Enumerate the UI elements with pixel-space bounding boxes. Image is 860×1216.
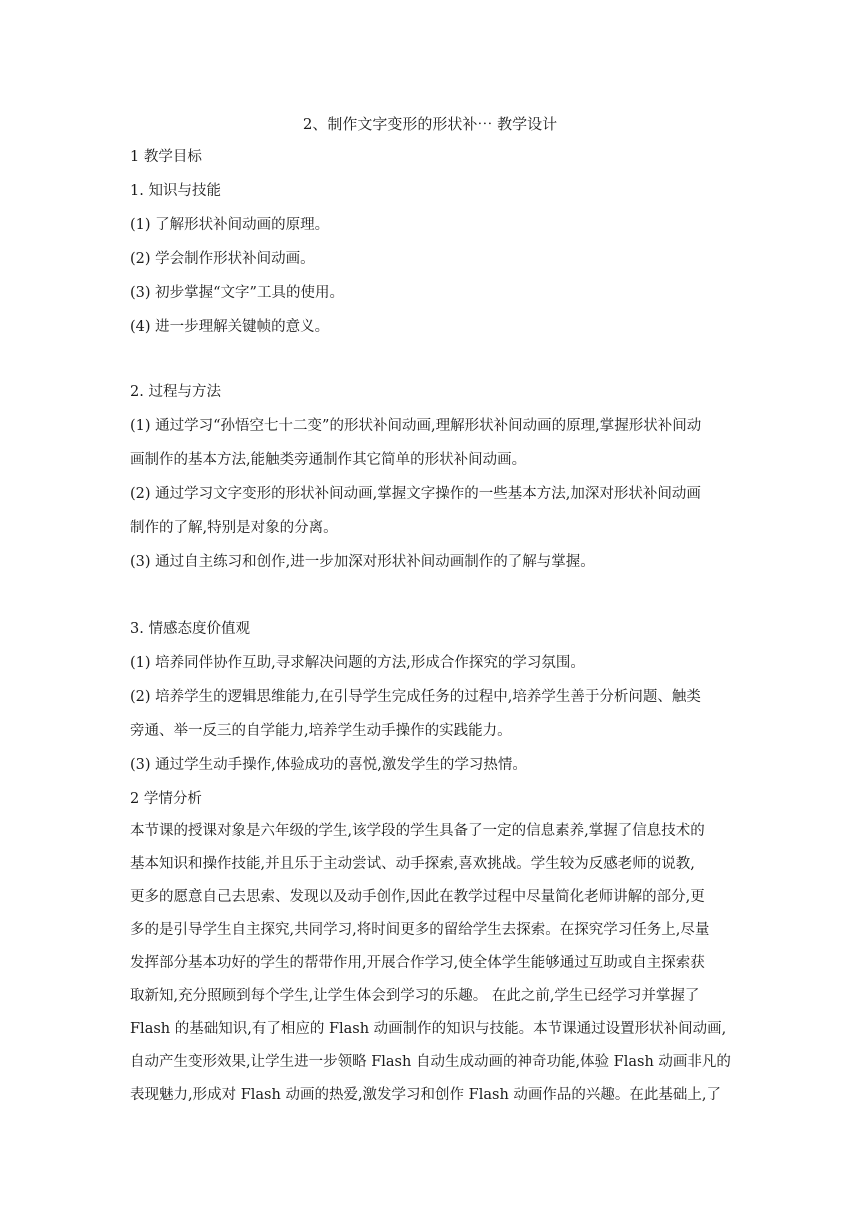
list-item: (2) 通过学习文字变形的形状补间动画,掌握文字操作的一些基本方法,加深对形状补间动画	[130, 486, 701, 502]
paragraph-line: 表现魅力,形成对 Flash 动画的热爱,激发学习和创作 Flash 动画作品的兴趣。在此基础上,了	[130, 1087, 722, 1103]
list-item: (1) 培养同伴协作互助,寻求解决问题的方法,形成合作探究的学习氛围。	[130, 655, 585, 671]
subheading-attitudes-values: 3. 情感态度价值观	[130, 621, 250, 637]
paragraph-line: Flash 的基础知识,有了相应的 Flash 动画制作的知识与技能。本节课通过设置形状补间动画,	[130, 1021, 727, 1037]
subheading-process-methods: 2. 过程与方法	[130, 384, 221, 400]
paragraph-line: 基本知识和操作技能,并且乐于主动尝试、动手探索,喜欢挑战。学生较为反感老师的说教,	[130, 856, 695, 872]
list-item-continuation: 制作的了解,特别是对象的分离。	[130, 520, 338, 536]
list-item: (3) 初步掌握“文字”工具的使用。	[130, 285, 344, 301]
paragraph-line: 本节课的授课对象是六年级的学生,该学段的学生具备了一定的信息素养,掌握了信息技术的	[130, 823, 705, 839]
list-item: (3) 通过学生动手操作,体验成功的喜悦,激发学生的学习热情。	[130, 757, 527, 773]
paragraph-line: 取新知,充分照顾到每个学生,让学生体会到学习的乐趣。 在此之前,学生已经学习并掌握了	[130, 988, 700, 1004]
paragraph-line: 多的是引导学生自主探究,共同学习,将时间更多的留给学生去探索。在探究学习任务上,尽量	[130, 922, 710, 938]
list-item-continuation: 旁通、举一反三的自学能力,培养学生动手操作的实践能力。	[130, 723, 512, 739]
list-item: (3) 通过自主练习和创作,进一步加深对形状补间动画制作的了解与掌握。	[130, 554, 595, 570]
paragraph-line: 自动产生变形效果,让学生进一步领略 Flash 自动生成动画的神奇功能,体验 Flash 动画非凡的	[130, 1054, 731, 1070]
list-item: (1) 通过学习“孙悟空七十二变”的形状补间动画,理解形状补间动画的原理,掌握形状补间动	[130, 418, 702, 434]
section-heading-teaching-goals: 1 教学目标	[130, 149, 202, 165]
list-item: (1) 了解形状补间动画的原理。	[130, 217, 330, 233]
subheading-knowledge-skills: 1. 知识与技能	[130, 183, 221, 199]
document-title: 2、制作文字变形的形状补⋯ 教学设计	[302, 115, 558, 133]
list-item-continuation: 画制作的基本方法,能触类旁通制作其它简单的形状补间动画。	[130, 452, 527, 468]
list-item: (2) 学会制作形状补间动画。	[130, 251, 315, 267]
list-item: (2) 培养学生的逻辑思维能力,在引导学生完成任务的过程中,培养学生善于分析问题、触类	[130, 689, 701, 705]
list-item: (4) 进一步理解关键帧的意义。	[130, 319, 330, 335]
paragraph-line: 更多的愿意自己去思索、发现以及动手创作,因此在教学过程中尽量简化老师讲解的部分,更	[130, 889, 705, 905]
section-heading-student-analysis: 2 学情分析	[130, 791, 202, 807]
paragraph-line: 发挥部分基本功好的学生的帮带作用,开展合作学习,使全体学生能够通过互助或自主探索获	[130, 955, 705, 971]
